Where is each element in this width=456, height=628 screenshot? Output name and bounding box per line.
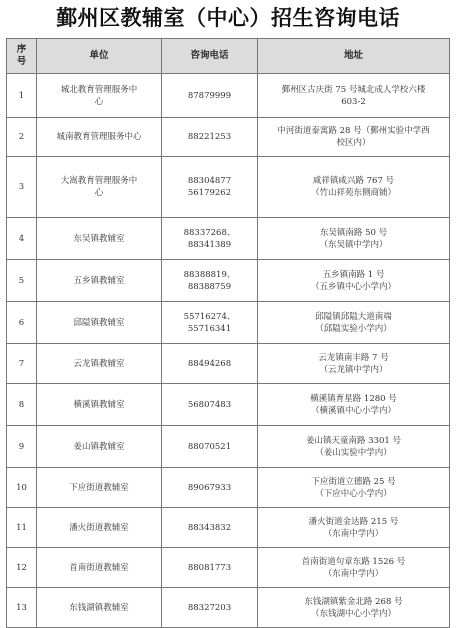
address-cell: 首南街道句章东路 1526 号 （东南中学内） <box>258 548 450 588</box>
row-number: 11 <box>7 508 37 548</box>
table-header-row <box>7 39 450 74</box>
header-phone: 咨询电话 <box>162 39 258 74</box>
table-row <box>7 118 450 157</box>
table-row <box>7 218 450 260</box>
row-number: 3 <box>7 157 37 218</box>
unit-cell: 云龙镇教辅室 <box>37 344 162 384</box>
row-number: 2 <box>7 118 37 157</box>
phone-cell: 88388819、 88388759 <box>162 260 258 302</box>
table-row <box>7 468 450 508</box>
table-row <box>7 548 450 588</box>
unit-cell: 姜山镇教辅室 <box>37 426 162 468</box>
table-row <box>7 508 450 548</box>
address-cell: 东吴镇南路 50 号 （东吴镇中学内） <box>258 218 450 260</box>
phone-cell: 56807483 <box>162 384 258 426</box>
phone-cell: 88337268、 88341389 <box>162 218 258 260</box>
table-body <box>7 74 450 628</box>
table-row <box>7 426 450 468</box>
phone-cell: 88070521 <box>162 426 258 468</box>
unit-cell: 五乡镇教辅室 <box>37 260 162 302</box>
table-row <box>7 344 450 384</box>
unit-cell: 邱隘镇教辅室 <box>37 302 162 344</box>
address-cell: 横溪镇育星路 1280 号 （横溪镇中心小学内） <box>258 384 450 426</box>
address-cell: 潘火街道金达路 215 号 （东南中学内） <box>258 508 450 548</box>
address-cell: 咸祥镇咸兴路 767 号 （竹山祥苑东侧商铺） <box>258 157 450 218</box>
unit-cell: 东钱湖镇教辅室 <box>37 588 162 628</box>
unit-cell: 东吴镇教辅室 <box>37 218 162 260</box>
row-number: 1 <box>7 74 37 118</box>
row-number: 12 <box>7 548 37 588</box>
row-number: 5 <box>7 260 37 302</box>
contact-table <box>6 38 450 628</box>
address-cell: 中河街道泰寓路 28 号（鄞州实验中学西 校区内） <box>258 118 450 157</box>
address-cell: 鄞州区古庆街 75 号城北成人学校六楼 603-2 <box>258 74 450 118</box>
phone-cell: 55716274、 55716341 <box>162 302 258 344</box>
table-row <box>7 384 450 426</box>
header-address: 地址 <box>258 39 450 74</box>
table-row <box>7 74 450 118</box>
address-cell: 云龙镇南丰路 7 号 （云龙镇中学内） <box>258 344 450 384</box>
unit-cell: 城南教育管理服务中心 <box>37 118 162 157</box>
phone-cell: 88304877 56179262 <box>162 157 258 218</box>
table-row <box>7 260 450 302</box>
row-number: 8 <box>7 384 37 426</box>
phone-cell: 89067933 <box>162 468 258 508</box>
address-cell: 五乡镇南路 1 号 （五乡镇中心小学内） <box>258 260 450 302</box>
phone-cell: 88343832 <box>162 508 258 548</box>
phone-cell: 88221253 <box>162 118 258 157</box>
table-row <box>7 302 450 344</box>
page-title: 鄞州区教辅室（中心）招生咨询电话 <box>56 6 400 30</box>
header-no: 序 号 <box>7 39 37 74</box>
phone-cell: 87879999 <box>162 74 258 118</box>
address-cell: 姜山镇天童南路 3301 号 （姜山实验中学内） <box>258 426 450 468</box>
header-unit: 单位 <box>37 39 162 74</box>
phone-cell: 88494268 <box>162 344 258 384</box>
unit-cell: 潘火街道教辅室 <box>37 508 162 548</box>
table-row <box>7 588 450 628</box>
unit-cell: 大嵩教育管理服务中 心 <box>37 157 162 218</box>
phone-cell: 88327203 <box>162 588 258 628</box>
address-cell: 邱隘镇邱隘大道南端 （邱隘实验小学内） <box>258 302 450 344</box>
row-number: 13 <box>7 588 37 628</box>
table-row <box>7 157 450 218</box>
unit-cell: 下应街道教辅室 <box>37 468 162 508</box>
row-number: 4 <box>7 218 37 260</box>
unit-cell: 横溪镇教辅室 <box>37 384 162 426</box>
row-number: 7 <box>7 344 37 384</box>
unit-cell: 首南街道教辅室 <box>37 548 162 588</box>
row-number: 9 <box>7 426 37 468</box>
unit-cell: 城北教育管理服务中 心 <box>37 74 162 118</box>
address-cell: 下应街道立德路 25 号 （下应中心小学内） <box>258 468 450 508</box>
row-number: 10 <box>7 468 37 508</box>
address-cell: 东钱湖镇紫金北路 268 号 （东钱湖中心小学内） <box>258 588 450 628</box>
phone-cell: 88081773 <box>162 548 258 588</box>
row-number: 6 <box>7 302 37 344</box>
